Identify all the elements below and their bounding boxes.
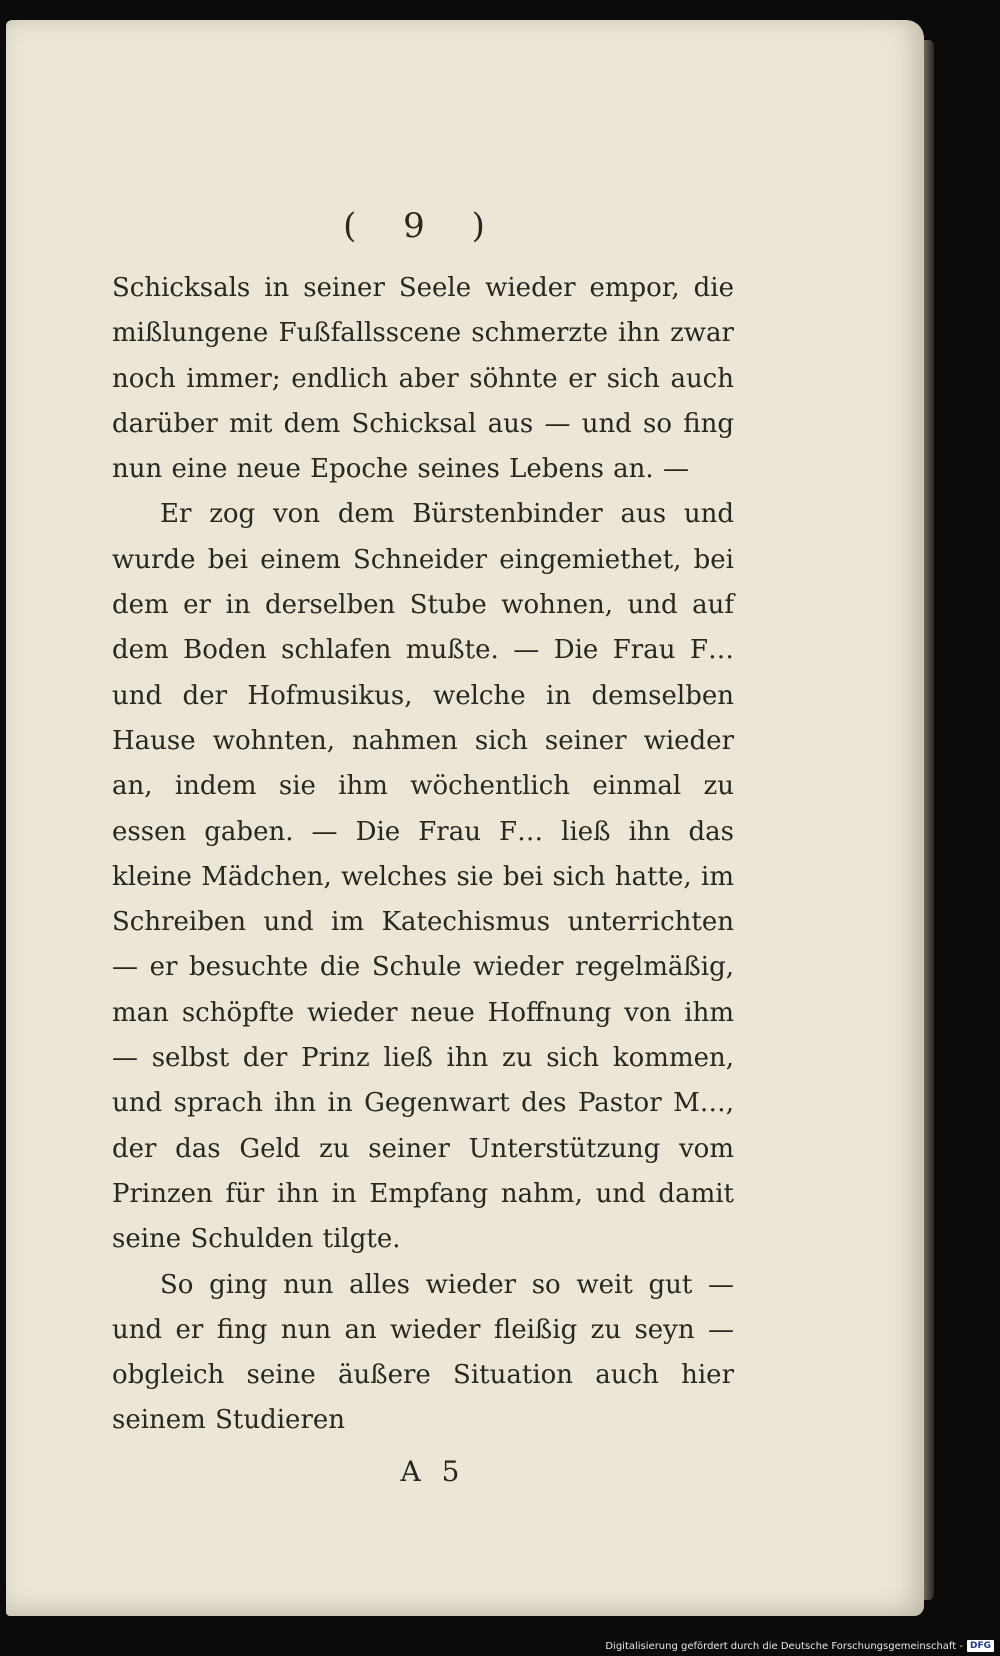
page-edge <box>924 40 934 1600</box>
paragraph-3: So ging nun alles wieder so weit gut — und er fing nun an wieder fleißig zu seyn — obgleich seine äußere Situation auch hier seinem Studieren <box>112 1269 734 1436</box>
paragraph-2: Er zog von dem Bürstenbinder aus und wurde bei einem Schneider eingemiethet, bei dem er in derselben Stube wohnen, und auf dem Boden schlafen mußte. — Die Frau F… und der Hofmusikus, welche in demselben Hause wohnten, nahmen sich seiner wieder an, indem sie ihm wöchentlich einmal zu essen gaben. — Die Frau F… ließ ihn das kleine Mädchen, welches sie bei sich hatte, im Schreiben und im Katechismus unterrichten — er besuchte die Schule wieder regelmäßig, man schöpfte wieder neue Hoffnung von ihm — selbst der Prinz ließ ihn zu sich kommen, und sprach ihn in Gegenwart des Pastor M…, der das Geld zu seiner Unterstützung vom Prinzen für ihn in Empfang nahm, und damit seine Schulden tilgte. <box>112 499 734 1255</box>
page-number: ( 9 ) <box>343 206 503 246</box>
signature-mark: A 5 <box>400 1454 466 1488</box>
footer-credit: Digitalisierung gefördert durch die Deutsche Forschungsgemeinschaft - <box>605 1640 963 1652</box>
dfg-logo-icon: DFG <box>967 1640 994 1652</box>
paragraph-1: Schicksals in seiner Seele wieder empor, die mißlungene Fußfallsscene schmerzte ihn zwar noch immer; endlich aber söhnte er sich auch darüber mit dem Schicksal aus — und so fing nun eine neue Epoche seines Lebens an. — <box>112 273 734 485</box>
digitization-footer <box>605 1640 994 1652</box>
text-block <box>112 200 734 1494</box>
